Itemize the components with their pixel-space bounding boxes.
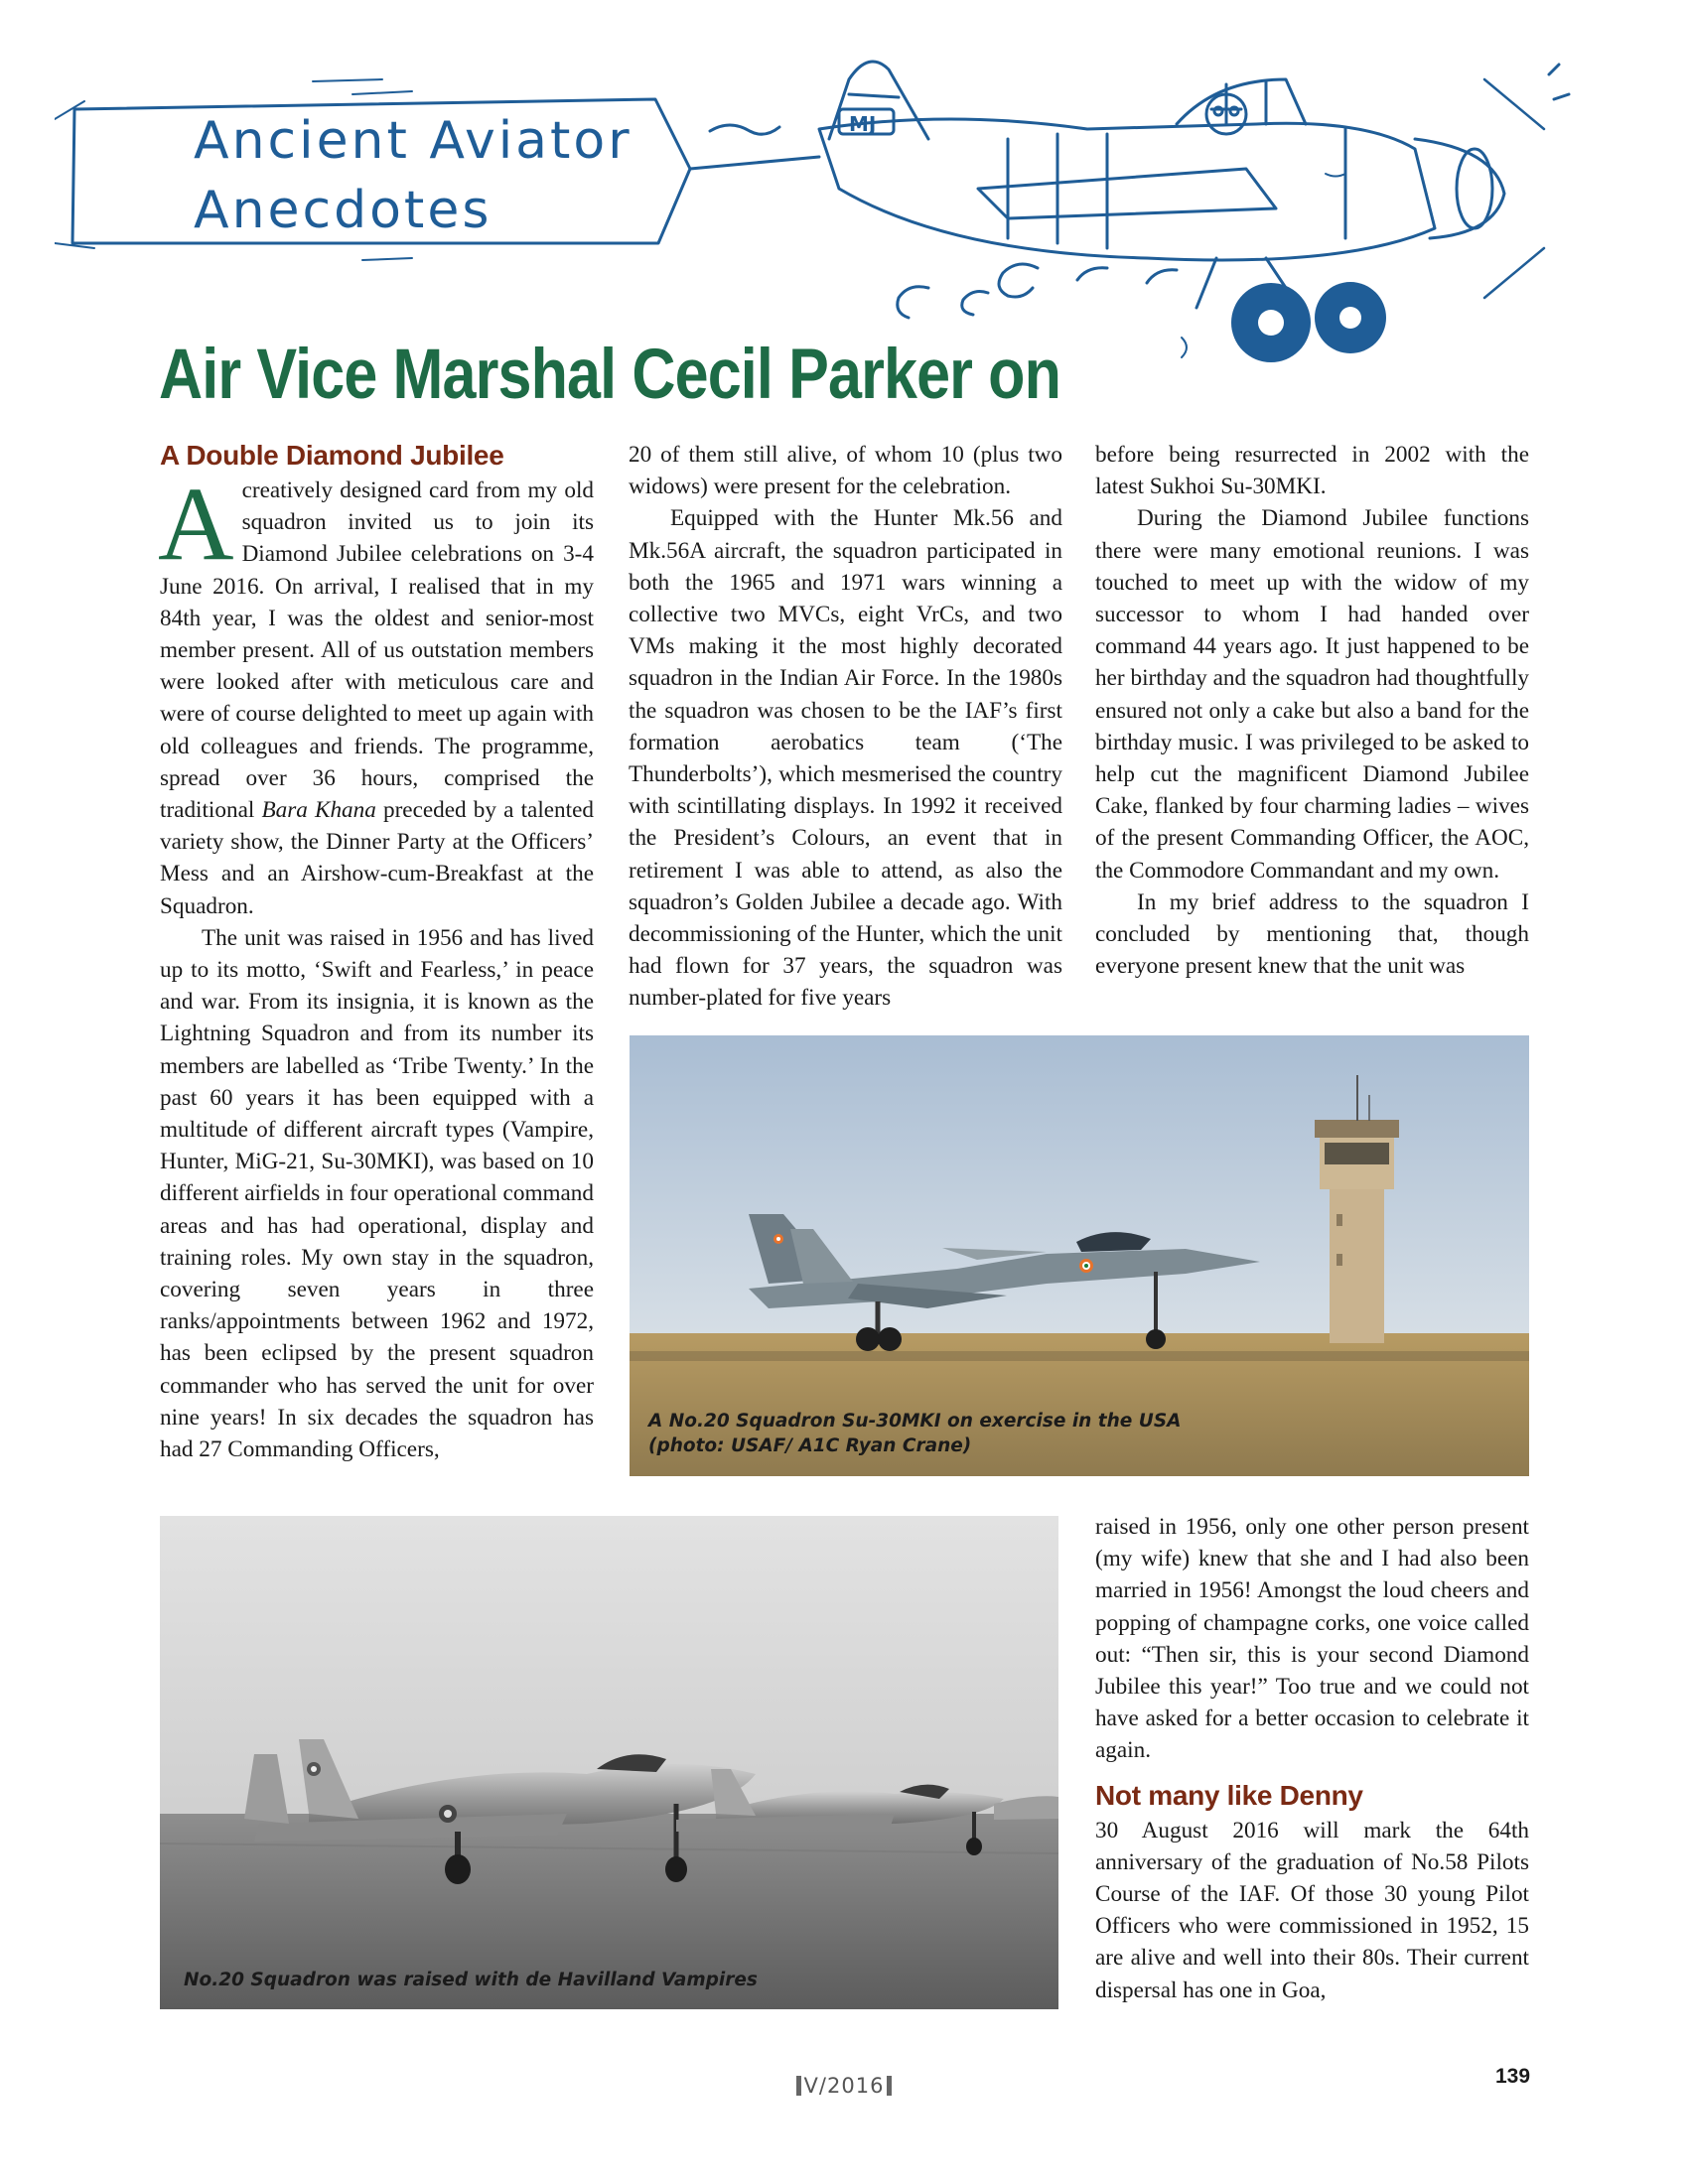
issue-label: V/2016 (803, 2074, 885, 2098)
photo-caption-vampires: No.20 Squadron was raised with de Havilland Vampires (184, 1970, 758, 1990)
paragraph: During the Diamond Jubilee functions there were many emotional reunions. I was touched to meet up with the widow of my successor to whom I had handed over command 44 years ago. It just happened to be her birthday and the squadron had thoughtfully ensured not only a cake but also a band for the birthday music. I was privileged to be asked to help cut the magnificent Diamond Jubilee Cake, flanked by four charming ladies – wives of the present Commanding Officer, the AOC, the Commodore Commandant and my own. (1095, 505, 1529, 884)
photo-vampires (160, 1516, 1058, 2009)
footer-bar-left-icon (796, 2076, 801, 2096)
paragraph: 30 August 2016 will mark the 64th anniversary of the graduation of No.58 Pilots Course of the IAF. Of those 30 young Pilot Officers who were commissioned in 1952, 15 are alive and well into their 80s. Their current dispersal has one in Goa, (1095, 1817, 1529, 2003)
drop-cap: A (158, 466, 234, 582)
article-column-1 (160, 439, 594, 1465)
paragraph: A creatively designed card from my old squadron invited us to join its Diamond Jubilee celebrations on 3-4 June 2016. On arrival, I realised that in my 84th year, I was the oldest and senior-most member present. All of us outstation members were looked after with meticulous care and were of course delighted to meet up again with old colleagues and friends. The programme, spread over 36 hours, comprised the traditional Bara Khana preceded by a talented variety show, the Dinner Party at the Officers’ Mess and an Airshow-cum-Breakfast at the Squadron. (158, 466, 594, 919)
page-number: 139 (1495, 2065, 1531, 2088)
paragraph: before being resurrected in 2002 with the latest Sukhoi Su-30MKI. (1095, 442, 1529, 500)
paragraph: The unit was raised in 1956 and has lived up to its motto, ‘Swift and Fearless,’ in peace and war. From its insignia, it is known as the Lightning Squadron and from its number its members are labelled as ‘Tribe Twenty.’ In the past 60 years it has been equipped with a multitude of different aircraft types (Vampire, Hunter, MiG-21, Su-30MKI), was based on 10 different airfields in four operational command areas and has had operational, display and training roles. My own stay in the squadron, covering seven years in three ranks/appointments between 1962 and 1972, has been eclipsed by the present squadron commander who has served the unit for over nine years! In six decades the squadron has had 27 Commanding Officers, (160, 924, 594, 1463)
svg-text:MJ: MJ (849, 112, 877, 136)
footer-issue (0, 2074, 1688, 2098)
article-column-3 (1095, 439, 1529, 982)
paragraph: In my brief address to the squadron I concluded by mentioning that, though everyone present knew that the unit was (1095, 888, 1529, 980)
paragraph: raised in 1956, only one other person present (my wife) knew that she and I had also been married in 1956! Amongst the loud cheers and popping of champagne corks, one voice called out: “Then sir, this is your second Diamond Jubilee this year!” Too true and we could not have asked for a better occasion to celebrate it again. (1095, 1514, 1529, 1764)
article-column-3-lower (1095, 1511, 1529, 2006)
footer-bar-right-icon (887, 2076, 892, 2096)
article-column-2 (629, 439, 1062, 1015)
section-heading-double-diamond-jubilee: A Double Diamond Jubilee (160, 440, 504, 471)
column-title-line-2: Anecdotes (194, 181, 492, 240)
paragraph: 20 of them still alive, of whom 10 (plus two widows) were present for the celebration. (629, 442, 1062, 500)
section-heading-not-many-like-denny: Not many like Denny (1095, 1779, 1363, 1811)
column-title-line-1: Ancient Aviator (194, 111, 633, 171)
article-title: Air Vice Marshal Cecil Parker on (159, 336, 1061, 414)
photo-caption-su30mki: A No.20 Squadron Su-30MKI on exercise in the USA (photo: USAF/ A1C Ryan Crane) (648, 1411, 1182, 1456)
vampires-photo-image (160, 1516, 1058, 2009)
paragraph: Equipped with the Hunter Mk.56 and Mk.56A aircraft, the squadron participated in both the 1965 and 1971 wars winning a collective two MVCs, eight VrCs, and two VMs making it the most highly decorated squadron in the Indian Air Force. In the 1980s the squadron was chosen to be the IAF’s first formation aerobatics team (‘The Thunderbolts’), which mesmerised the country with scintillating displays. In 1992 it received the President’s Colours, an event that in retirement I was able to attend, as also the squadron’s Golden Jubilee a decade ago. With decommissioning of the Hunter, which the unit had flown for 37 years, the squadron was number-plated for five years (629, 505, 1062, 1012)
